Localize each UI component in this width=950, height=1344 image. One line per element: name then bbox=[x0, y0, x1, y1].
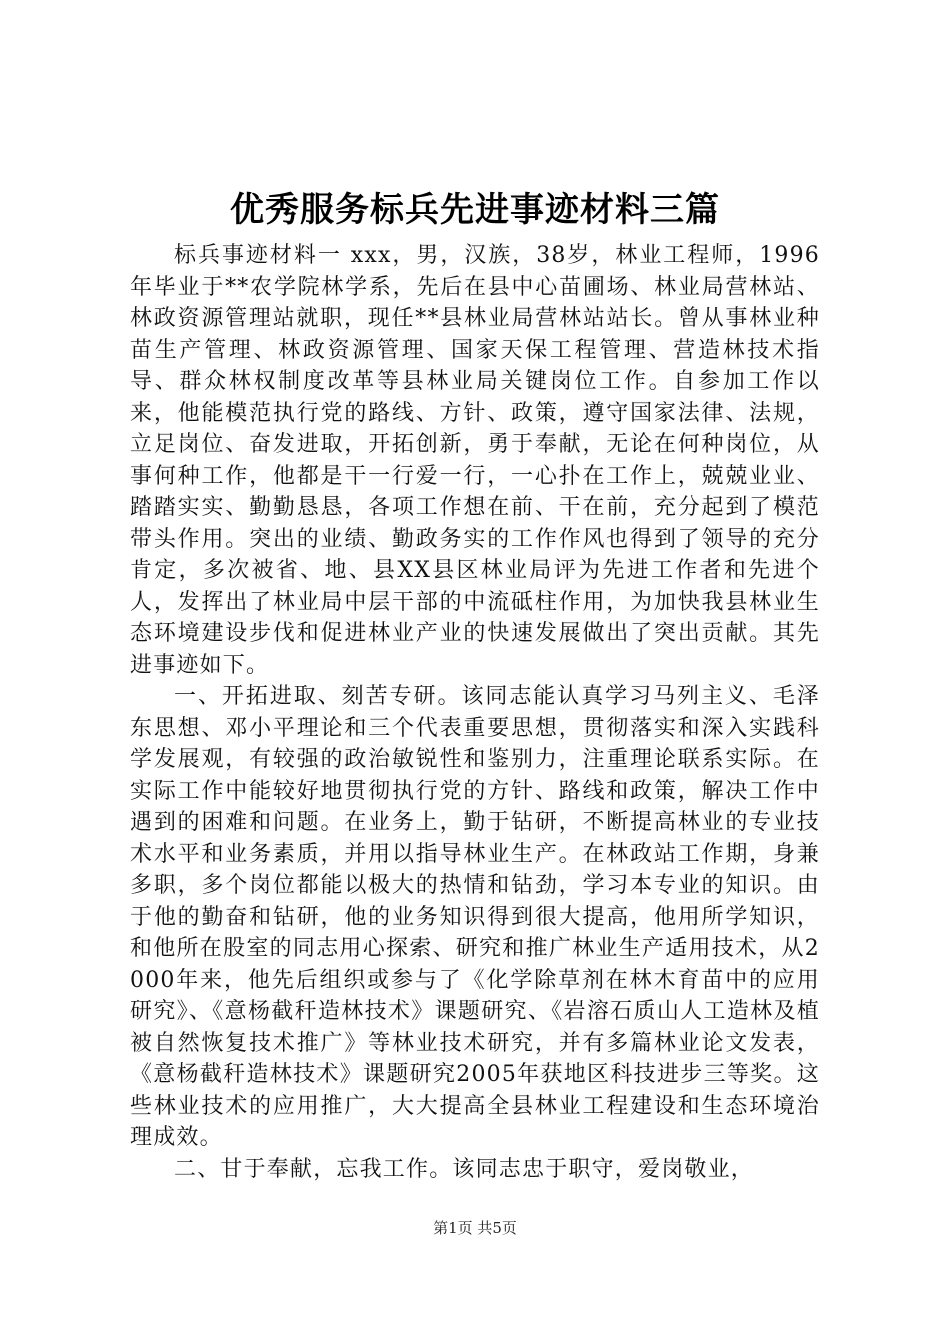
paragraph-intro: 标兵事迹材料一 xxx，男，汉族，38岁，林业工程师，1996年毕业于**农学院林学系，先后在县中心苗圃场、林业局营林站、林政资源管理站就职，现任**县林业局营林站站长。曾从事林业种苗生产管理、林政资源管理、国家天保工程管理、营造林技术指导、群众林权制度改革等县林业局关键岗位工作。自参加工作以来，他能模范执行党的路线、方针、政策，遵守国家法律、法规，立足岗位、奋发进取，开拓创新，勇于奉献，无论在何种岗位，从事何种工作，他都是干一行爱一行，一心扑在工作上，兢兢业业、踏踏实实、勤勤恳恳，各项工作想在前、干在前，充分起到了模范带头作用。突出的业绩、勤政务实的工作作风也得到了领导的充分肯定，多次被省、地、县XX县区林业局评为先进工作者和先进个人，发挥出了林业局中层干部的中流砥柱作用，为加快我县林业生态环境建设步伐和促进林业产业的快速发展做出了突出贡献。其先进事迹如下。 bbox=[130, 243, 820, 678]
page-number-footer: 第1页 共5页 bbox=[433, 1219, 517, 1237]
document-body bbox=[130, 240, 820, 1185]
paragraph-section-two: 二、甘于奉献，忘我工作。该同志忠于职守，爱岗敬业， bbox=[174, 1156, 755, 1182]
paragraph-section-one: 一、开拓进取、刻苦专研。该同志能认真学习马列主义、毛泽东思想、邓小平理论和三个代表重要思想，贯彻落实和深入实践科学发展观，有较强的政治敏锐性和鉴别力，注重理论联系实际。在实际工作中能较好地贯彻执行党的方针、路线和政策，解决工作中遇到的困难和问题。在业务上，勤于钻研，不断提高林业的专业技术水平和业务素质，并用以指导林业生产。在林政站工作期，身兼多职，多个岗位都能以极大的热情和钻劲，学习本专业的知识。由于他的勤奋和钻研，他的业务知识得到很大提高，他用所学知识，和他所在股室的同志用心探索、研究和推广林业生产适用技术，从2000年来，他先后组织或参与了《化学除草剂在林木育苗中的应用研究》、《意杨截秆造林技术》课题研究、《岩溶石质山人工造林及植被自然恢复技术推广》等林业技术研究，并有多篇林业论文发表，《意杨截秆造林技术》课题研究2005年获地区科技进步三等奖。这些林业技术的应用推广，大大提高全县林业工程建设和生态环境治理成效。 bbox=[130, 684, 820, 1150]
document-title: 优秀服务标兵先进事迹材料三篇 bbox=[230, 190, 720, 230]
